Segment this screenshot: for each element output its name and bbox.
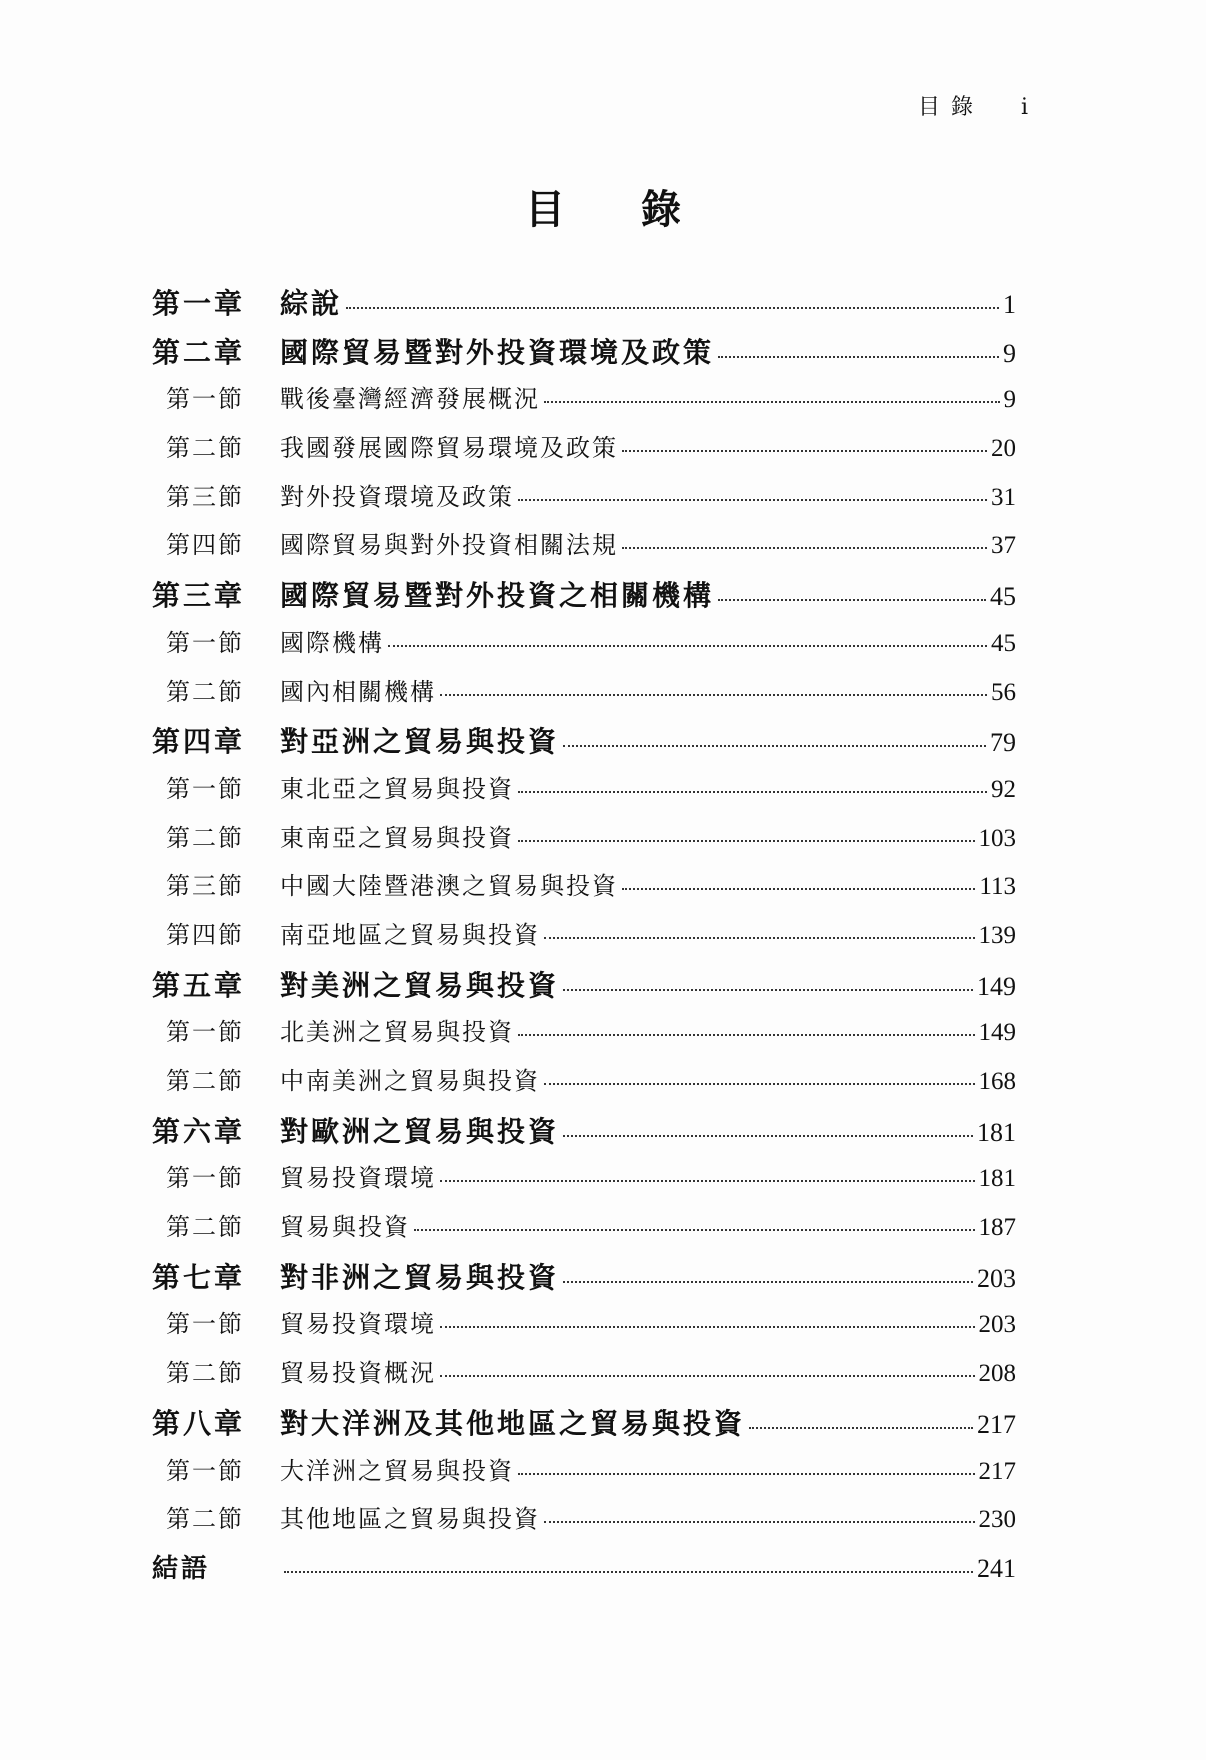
toc-entry-section[interactable] <box>152 379 1016 428</box>
toc-entry-number: 第六章 <box>152 1114 246 1148</box>
dot-leader <box>518 499 987 501</box>
toc-entry-page: 92 <box>991 775 1016 803</box>
dot-leader <box>518 1473 975 1475</box>
toc-entry-page: 56 <box>991 678 1016 706</box>
toc-entry-title: 戰後臺灣經濟發展概況 <box>280 385 540 414</box>
dot-leader <box>440 1326 975 1328</box>
toc-entry-chapter[interactable] <box>152 282 1016 331</box>
running-title: 目 錄 <box>917 95 975 120</box>
toc-entry-section[interactable] <box>152 1353 1016 1402</box>
toc-entry-section[interactable] <box>152 866 1016 915</box>
toc-entry-number: 第二節 <box>166 434 244 463</box>
toc-entry-section[interactable] <box>152 672 1016 721</box>
toc-entry-chapter[interactable] <box>152 1402 1016 1451</box>
toc-entry-page: 217 <box>977 1409 1016 1439</box>
toc-entry-title: 對亞洲之貿易與投資 <box>280 725 560 759</box>
toc-entry-chapter[interactable] <box>152 1110 1016 1159</box>
dot-leader <box>544 937 975 939</box>
toc-entry-number: 第七章 <box>152 1260 246 1294</box>
toc-entry-section[interactable] <box>152 915 1016 964</box>
page-title-char: 目 <box>525 186 565 233</box>
toc-entry-title: 對歐洲之貿易與投資 <box>280 1114 560 1148</box>
toc-entry-section[interactable] <box>152 1451 1016 1500</box>
dot-leader <box>749 1427 973 1429</box>
toc-entry-page: 203 <box>978 1311 1016 1339</box>
toc-entry-page: 113 <box>979 873 1016 901</box>
toc-entry-section[interactable] <box>152 1158 1016 1207</box>
toc-entry-section[interactable] <box>152 1061 1016 1110</box>
toc-entry-number: 第二節 <box>166 1359 244 1388</box>
toc-entry-title: 北美洲之貿易與投資 <box>280 1018 514 1047</box>
toc-entry-title: 國際貿易與對外投資相關法規 <box>280 531 618 560</box>
toc-entry-page: 217 <box>978 1457 1016 1485</box>
toc-entry-page: 187 <box>978 1214 1016 1242</box>
toc-entry-section[interactable] <box>152 428 1016 477</box>
toc-entry-title: 其他地區之貿易與投資 <box>280 1505 540 1534</box>
dot-leader <box>284 1571 973 1573</box>
toc-entry-number: 結語 <box>152 1553 211 1584</box>
toc-entry-number: 第一節 <box>166 628 244 657</box>
toc-entry-title: 對非洲之貿易與投資 <box>280 1260 560 1294</box>
dot-leader <box>563 989 973 991</box>
page-title-char: 錄 <box>641 186 681 233</box>
toc-entry-section[interactable] <box>152 623 1016 672</box>
toc-entry-page: 9 <box>1003 338 1016 368</box>
toc-entry-number: 第二節 <box>166 677 244 706</box>
table-of-contents <box>152 282 1016 1597</box>
toc-entry-page: 208 <box>978 1360 1016 1388</box>
toc-entry-number: 第四章 <box>152 725 246 759</box>
toc-entry-number: 第三節 <box>166 872 244 901</box>
toc-entry-title: 對大洋洲及其他地區之貿易與投資 <box>280 1406 746 1440</box>
toc-entry-title: 我國發展國際貿易環境及政策 <box>280 434 618 463</box>
toc-entry-title: 綜說 <box>280 287 343 320</box>
toc-entry-title: 貿易投資環境 <box>280 1164 436 1193</box>
toc-entry-page: 31 <box>991 483 1016 511</box>
toc-entry-page: 9 <box>1003 386 1016 414</box>
toc-entry-page: 181 <box>978 1165 1016 1193</box>
toc-entry-number: 第四節 <box>166 920 244 949</box>
dot-leader <box>622 450 987 452</box>
toc-entry-section[interactable] <box>152 1012 1016 1061</box>
dot-leader <box>518 840 975 842</box>
toc-entry-chapter[interactable] <box>152 1256 1016 1305</box>
toc-entry-title: 中南美洲之貿易與投資 <box>280 1067 540 1095</box>
dot-leader <box>518 791 987 793</box>
toc-entry-page: 203 <box>977 1263 1016 1293</box>
dot-leader <box>346 307 999 309</box>
dot-leader <box>440 694 987 696</box>
toc-entry-page: 45 <box>991 629 1016 657</box>
toc-entry-page: 139 <box>978 921 1016 949</box>
running-header <box>918 90 1030 121</box>
toc-entry-number: 第二節 <box>166 823 244 852</box>
toc-entry-title: 對美洲之貿易與投資 <box>280 968 560 1002</box>
dot-leader <box>544 1083 975 1085</box>
toc-entry-page: 149 <box>977 971 1016 1001</box>
toc-entry-title: 南亞地區之貿易與投資 <box>280 920 540 949</box>
header-page-number: i <box>1020 95 1030 120</box>
toc-entry-number: 第二節 <box>166 1213 244 1242</box>
toc-entry-page: 20 <box>991 435 1016 463</box>
toc-entry-title: 國際貿易暨對外投資環境及政策 <box>280 335 715 369</box>
toc-entry-page: 37 <box>991 532 1016 560</box>
toc-entry-title: 東北亞之貿易與投資 <box>280 774 514 803</box>
toc-entry-number: 第一節 <box>166 1456 244 1485</box>
toc-entry-number: 第四節 <box>166 531 244 560</box>
toc-entry-page: 103 <box>978 824 1016 852</box>
toc-entry-title: 貿易投資概況 <box>280 1359 436 1388</box>
toc-entry-title: 貿易投資環境 <box>280 1310 436 1339</box>
toc-entry-page: 181 <box>977 1117 1016 1147</box>
toc-entry-chapter[interactable] <box>152 331 1016 380</box>
toc-entry-section[interactable] <box>152 1304 1016 1353</box>
dot-leader <box>388 645 987 647</box>
toc-entry-number: 第一節 <box>166 385 244 414</box>
toc-entry-number: 第一節 <box>166 1310 244 1339</box>
toc-entry-chapter[interactable] <box>152 964 1016 1013</box>
toc-entry-section[interactable] <box>152 769 1016 818</box>
toc-entry-number: 第八章 <box>152 1406 246 1440</box>
toc-entry-page: 149 <box>978 1019 1016 1047</box>
toc-entry-chapter[interactable] <box>152 574 1016 623</box>
toc-entry-conclusion[interactable] <box>152 1548 1016 1597</box>
toc-entry-number: 第一節 <box>166 774 244 803</box>
toc-entry-title: 大洋洲之貿易與投資 <box>280 1456 514 1485</box>
toc-entry-chapter[interactable] <box>152 720 1016 769</box>
toc-entry-section[interactable] <box>152 1207 1016 1256</box>
dot-leader <box>563 1281 973 1283</box>
toc-entry-number: 第二節 <box>166 1505 244 1534</box>
dot-leader <box>622 547 987 549</box>
toc-entry-page: 241 <box>977 1553 1016 1583</box>
toc-entry-number: 第二章 <box>152 335 246 369</box>
toc-entry-title: 貿易與投資 <box>280 1213 410 1242</box>
dot-leader <box>440 1180 975 1182</box>
page-title <box>0 178 1206 235</box>
dot-leader <box>563 745 986 747</box>
toc-entry-title: 國際機構 <box>280 628 384 657</box>
toc-entry-number: 第三節 <box>166 482 244 511</box>
toc-entry-number: 第五章 <box>152 968 246 1002</box>
toc-entry-title: 國內相關機構 <box>280 677 436 706</box>
dot-leader <box>440 1375 975 1377</box>
toc-entry-page: 168 <box>978 1068 1016 1095</box>
toc-entry-number: 第一節 <box>166 1018 244 1047</box>
dot-leader <box>414 1229 975 1231</box>
toc-entry-page: 79 <box>990 728 1016 758</box>
dot-leader <box>544 1521 975 1523</box>
toc-entry-section[interactable] <box>152 818 1016 867</box>
dot-leader <box>622 888 975 890</box>
toc-entry-section[interactable] <box>152 1499 1016 1548</box>
toc-entry-number: 第一節 <box>166 1164 244 1193</box>
toc-entry-page: 1 <box>1003 290 1016 319</box>
toc-entry-number: 第二節 <box>166 1067 244 1095</box>
toc-entry-title: 東南亞之貿易與投資 <box>280 823 514 852</box>
toc-entry-section[interactable] <box>152 477 1016 526</box>
dot-leader <box>718 599 986 601</box>
toc-entry-number: 第一章 <box>152 287 246 320</box>
toc-entry-title: 對外投資環境及政策 <box>280 482 514 511</box>
dot-leader <box>518 1034 975 1036</box>
dot-leader <box>544 401 1000 403</box>
toc-entry-page: 230 <box>978 1506 1016 1534</box>
toc-entry-title: 國際貿易暨對外投資之相關機構 <box>280 579 715 613</box>
toc-entry-title: 中國大陸暨港澳之貿易與投資 <box>280 872 618 901</box>
dot-leader <box>718 356 999 358</box>
toc-entry-page: 45 <box>990 582 1016 612</box>
toc-entry-section[interactable] <box>152 525 1016 574</box>
dot-leader <box>563 1135 973 1137</box>
toc-entry-number: 第三章 <box>152 579 246 613</box>
